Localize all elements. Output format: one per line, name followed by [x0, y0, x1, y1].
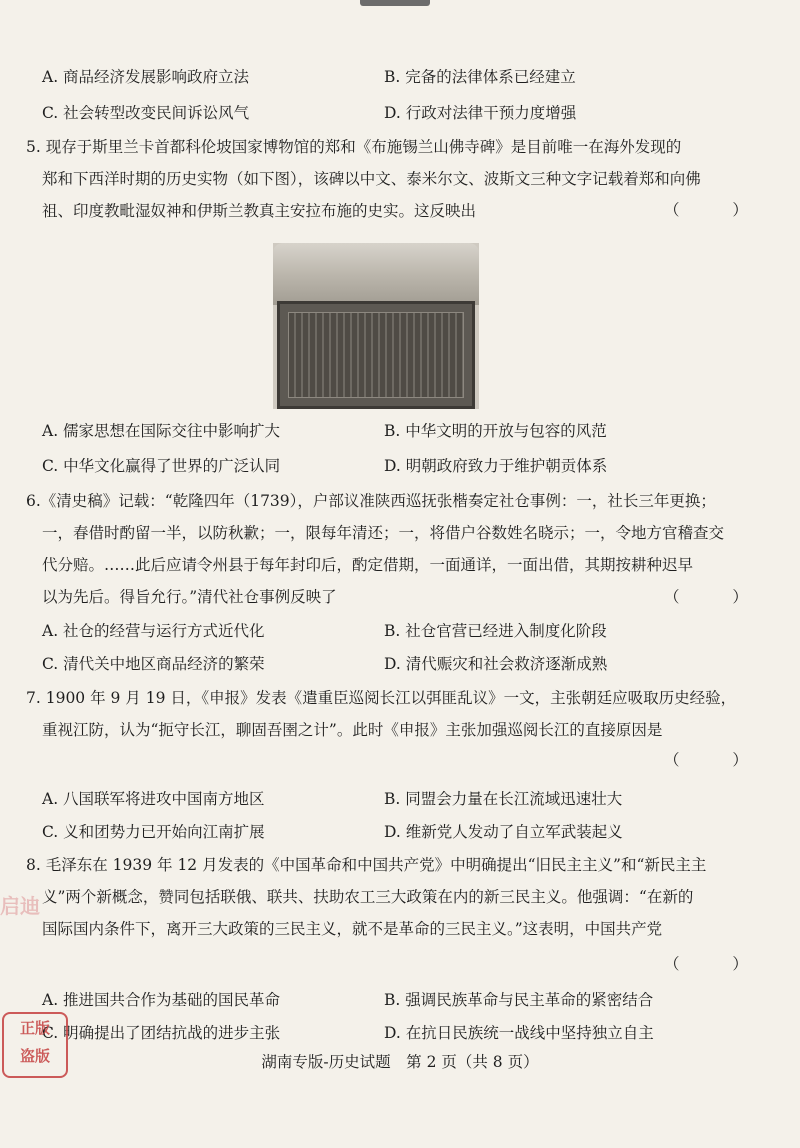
publisher-watermark: 启迪	[0, 894, 40, 918]
question-7-stem	[26, 682, 737, 746]
q5-line: 郑和下西洋时期的历史实物（如下图），该碑以中文、泰米尔文、波斯文三种文字记载着郑和向佛	[42, 170, 701, 188]
q7-option-b: B. 同盟会力量在长江流域迅速壮大	[384, 790, 623, 808]
q4-option-a: A. 商品经济发展影响政府立法	[42, 68, 250, 86]
question-8-stem	[26, 849, 727, 945]
stele-carved-crown	[273, 243, 479, 305]
q8-answer-bracket: （ ）	[664, 955, 772, 973]
stele-inscription-text-area	[288, 312, 464, 398]
q6-options-row-2	[0, 649, 800, 679]
top-edge-mark	[360, 0, 430, 6]
q5-option-d: D. 明朝政府致力于维护朝贡体系	[384, 457, 608, 475]
q7-options-row-1	[0, 784, 800, 814]
q6-line: 一，春借时酌留一半，以防秋歉；一，限每年清还；一，将借户谷数姓名晓示；一，令地方官稽查交	[42, 524, 725, 542]
q5-options-row-2	[0, 451, 800, 481]
q7-option-c: C. 义和团势力已开始向江南扩展	[42, 823, 265, 841]
stamp-line-2: 盗版	[19, 1047, 50, 1065]
stele-photo	[273, 243, 479, 409]
q8-line: 国际国内条件下，离开三大政策的三民主义，就不是革命的三民主义。”这表明，中国共产党	[42, 920, 663, 938]
q8-line: 义”两个新概念，赞同包括联俄、联共、扶助农工三大政策在内的新三民主义。他强调：“在新的	[42, 888, 694, 906]
q4-option-c: C. 社会转型改变民间诉讼风气	[42, 104, 250, 122]
q7-line: 重视江防，认为“扼守长江，聊固吾圉之计”。此时《申报》主张加强巡阅长江的直接原因是	[42, 721, 663, 739]
q6-option-c: C. 清代关中地区商品经济的繁荣	[42, 655, 265, 673]
q5-line: 祖、印度教毗湿奴神和伊斯兰教真主安拉布施的史实。这反映出	[42, 202, 477, 220]
q6-options-row-1	[0, 616, 800, 646]
q8-option-d: D. 在抗日民族统一战线中坚持独立自主	[384, 1024, 654, 1042]
q6-option-a: A. 社仓的经营与运行方式近代化	[42, 622, 265, 640]
q7-options-row-2	[0, 817, 800, 847]
q7-option-a: A. 八国联军将进攻中国南方地区	[42, 790, 265, 808]
q5-option-a: A. 儒家思想在国际交往中影响扩大	[42, 422, 281, 440]
q8-option-a: A. 推进国共合作为基础的国民革命	[42, 991, 281, 1009]
q4-option-b: B. 完备的法律体系已经建立	[384, 68, 576, 86]
q8-options-row-2	[0, 1018, 800, 1048]
q8-options-row-1	[0, 985, 800, 1015]
q8-line: 8. 毛泽东在 1939 年 12 月发表的《中国革命和中国共产党》中明确提出“旧民主主义”和“新民主主	[26, 856, 707, 874]
q7-answer-bracket: （ ）	[664, 751, 772, 769]
question-5-stem	[26, 131, 727, 227]
q4-options-row-1	[0, 62, 800, 92]
q6-option-b: B. 社仓官营已经进入制度化阶段	[384, 622, 607, 640]
q4-options-row-2	[0, 98, 800, 128]
q6-answer-bracket: （ ）	[664, 588, 772, 606]
stamp-line-1: 正版	[19, 1019, 50, 1037]
q8-option-b: B. 强调民族革命与民主革命的紧密结合	[384, 991, 654, 1009]
q8-option-c: C. 明确提出了团结抗战的进步主张	[42, 1024, 281, 1042]
q7-line: 7. 1900 年 9 月 19 日，《申报》发表《遣重臣巡阅长江以弭匪乱议》一文，主张朝廷应吸取历史经验，	[26, 689, 737, 707]
q5-answer-bracket: （ ）	[664, 201, 772, 219]
q5-option-c: C. 中华文化赢得了世界的广泛认同	[42, 457, 281, 475]
q6-option-d: D. 清代赈灾和社会救济逐渐成熟	[384, 655, 608, 673]
q6-line: 以为先后。得旨允行。”清代社仓事例反映了	[42, 588, 337, 606]
stele-inscription-panel	[277, 301, 475, 409]
page-footer: 湖南专版-历史试题 第 2 页（共 8 页）	[261, 1053, 539, 1071]
q4-option-d: D. 行政对法律干预力度增强	[384, 104, 577, 122]
q7-option-d: D. 维新党人发动了自立军武装起义	[384, 823, 623, 841]
question-6-stem	[26, 485, 727, 613]
q5-options-row-1	[0, 416, 800, 446]
q5-line: 5. 现存于斯里兰卡首都科伦坡国家博物馆的郑和《布施锡兰山佛寺碑》是目前唯一在海外发现的	[26, 138, 682, 156]
q6-line: 代分赔。……此后应请令州县于每年封印后，酌定借期，一面通详，一面出借，其期按耕种迟早	[42, 556, 694, 574]
q6-line: 6.《清史稿》记载：“乾隆四年（1739），户部议准陕西巡抚张楷奏定社仓事例：一，社长三年更换；	[26, 492, 716, 510]
q5-option-b: B. 中华文明的开放与包容的风范	[384, 422, 607, 440]
